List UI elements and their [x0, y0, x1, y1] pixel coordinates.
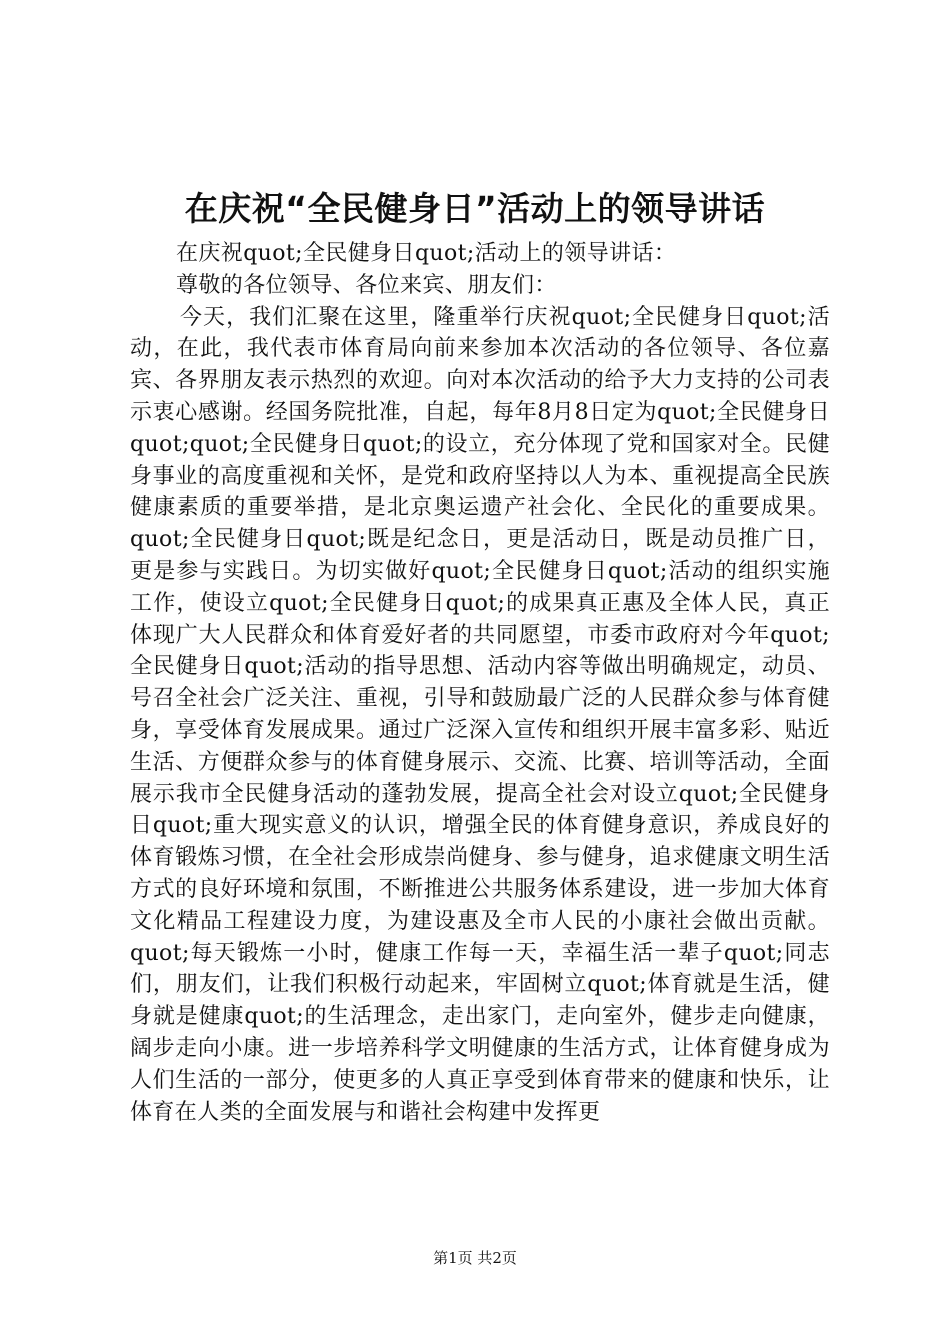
page-number: 第1页 共2页	[433, 1249, 517, 1267]
intro-line: 在庆祝quot;全民健身日quot;活动上的领导讲话：	[176, 241, 677, 266]
speech-paragraph: 今天，我们汇聚在这里，隆重举行庆祝quot;全民健身日quot;活动，在此，我代表市体育局向前来参加本次活动的各位领导、各位嘉宾、各界朋友表示热烈的欢迎。向对本次活动的给予大力支持的公司表示衷心感谢。经国务院批准，自起，每年8月8日定为quot;全民健身日quot;quot;全民健身日quot;的设立，充分体现了党和国家对全。民健身事业的高度重视和关怀，是党和政府坚持以人为本、重视提高全民族健康素质的重要举措，是北京奥运遗产社会化、全民化的重要成果。quot;全民健身日quot;既是纪念日，更是活动日，既是动员推广日，更是参与实践日。为切实做好quot;全民健身日quot;活动的组织实施工作，使设立quot;全民健身日quot;的成果真正惠及全体人民，真正体现广大人民群众和体育爱好者的共同愿望，市委市政府对今年quot;全民健身日quot;活动的指导思想、活动内容等做出明确规定，动员、号召全社会广泛关注、重视，引导和鼓励最广泛的人民群众参与体育健身，享受体育发展成果。通过广泛深入宣传和组织开展丰富多彩、贴近生活、方便群众参与的体育健身展示、交流、比赛、培训等活动，全面展示我市全民健身活动的蓬勃发展，提高全社会对设立quot;全民健身日quot;重大现实意义的认识，增强全民的体育健身意识，养成良好的体育锻炼习惯，在全社会形成崇尚健身、参与健身，追求健康文明生活方式的良好环境和氛围，不断推进公共服务体系建设，进一步加大体育文化精品工程建设力度，为建设惠及全市人民的小康社会做出贡献。quot;每天锻炼一小时，健康工作每一天，幸福生活一辈子quot;同志们，朋友们，让我们积极行动起来，牢固树立quot;体育就是生活，健身就是健康quot;的生活理念，走出家门，走向室外，健步走向健康，阔步走向小康。进一步培养科学文明健康的生活方式，让体育健身成为人们生活的一部分，使更多的人真正享受到体育带来的健康和快乐，让体育在人类的全面发展与和谐社会构建中发挥更	[130, 304, 830, 1125]
salutation: 尊敬的各位领导、各位来宾、朋友们：	[176, 272, 557, 298]
document-title: 在庆祝“全民健身日”活动上的领导讲话	[184, 189, 766, 228]
document-body	[130, 238, 830, 1325]
